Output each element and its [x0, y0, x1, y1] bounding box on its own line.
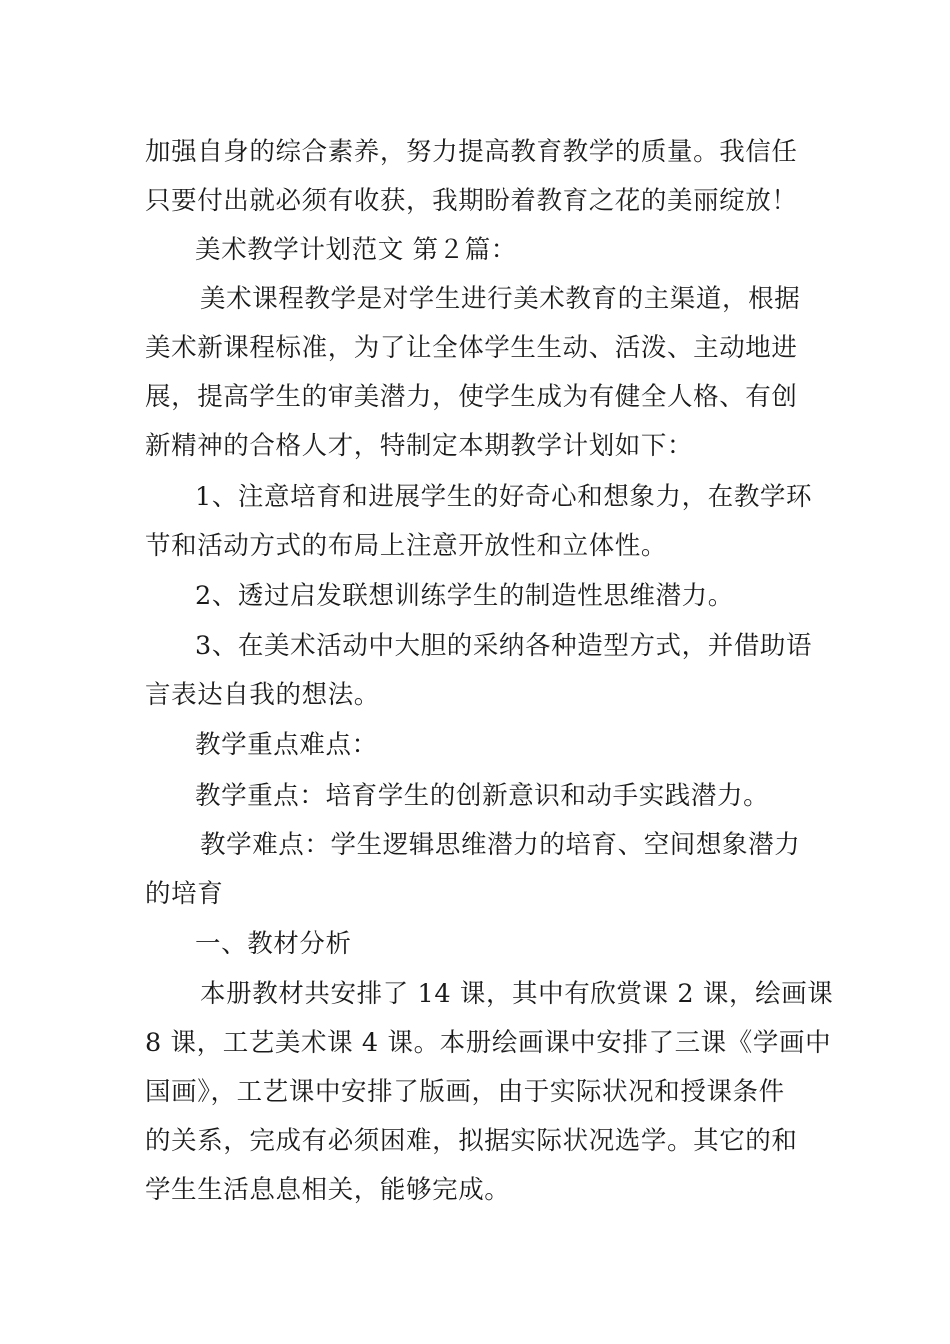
text-line: 新精神的合格人才，特制定本期教学计划如下：: [145, 431, 694, 461]
text-line: 美术新课程标准，为了让全体学生生动、活泼、主动地进: [145, 333, 798, 363]
text-line: 国画》，工艺课中安排了版画，由于实际状况和授课条件: [145, 1077, 785, 1107]
text-line: 一、教材分析: [195, 929, 352, 959]
section-heading-textbook: [145, 920, 810, 969]
paragraph-item-1: [145, 473, 813, 571]
text-line: 8 课，工艺美术课 4 课。本册绘画课中安排了三课《学画中: [145, 1028, 832, 1058]
paragraph-key-point: [145, 772, 810, 821]
section-heading: [195, 226, 860, 275]
text-line: 2、透过启发联想训练学生的制造性思维潜力。: [195, 581, 734, 611]
text-line: 学生生活息息相关，能够完成。: [145, 1175, 511, 1205]
text-line: 教学难点：学生逻辑思维潜力的培育、空间想象潜力: [200, 830, 801, 860]
text-line: 节和活动方式的布局上注意开放性和立体性。: [145, 531, 668, 561]
text-line: 教学重点难点：: [195, 730, 378, 760]
text-line: 只要付出就必须有收获，我期盼着教育之花的美丽绽放！: [145, 186, 798, 216]
text-line: 加强自身的综合素养，努力提高教育教学的质量。我信任: [145, 137, 798, 167]
paragraph-intro: [145, 275, 810, 471]
paragraph-textbook-analysis: [145, 970, 834, 1215]
text-line: 展，提高学生的审美潜力，使学生成为有健全人格、有创: [145, 382, 798, 412]
text-line: 3、在美术活动中大胆的采纳各种造型方式，并借助语: [195, 631, 813, 661]
paragraph-item-3: [145, 622, 813, 720]
text-line: 美术课程教学是对学生进行美术教育的主渠道，根据: [200, 284, 801, 314]
paragraph-difficulty-heading: [145, 721, 810, 770]
paragraph-closing: [145, 128, 810, 226]
text-line: 美术教学计划范文 第２篇：: [195, 235, 517, 265]
text-line: 的关系，完成有必须困难，拟据实际状况选学。其它的和: [145, 1126, 798, 1156]
paragraph-difficulty: [145, 821, 810, 919]
text-line: 言表达自我的想法。: [145, 680, 380, 710]
paragraph-item-2: [145, 572, 810, 621]
text-line: 教学重点：培育学生的创新意识和动手实践潜力。: [195, 781, 770, 811]
text-line: 本册教材共安排了 14 课，其中有欣赏课 2 课，绘画课: [200, 979, 834, 1009]
text-line: 的培育: [145, 879, 224, 909]
text-line: 1、注意培育和进展学生的好奇心和想象力，在教学环: [195, 482, 813, 512]
